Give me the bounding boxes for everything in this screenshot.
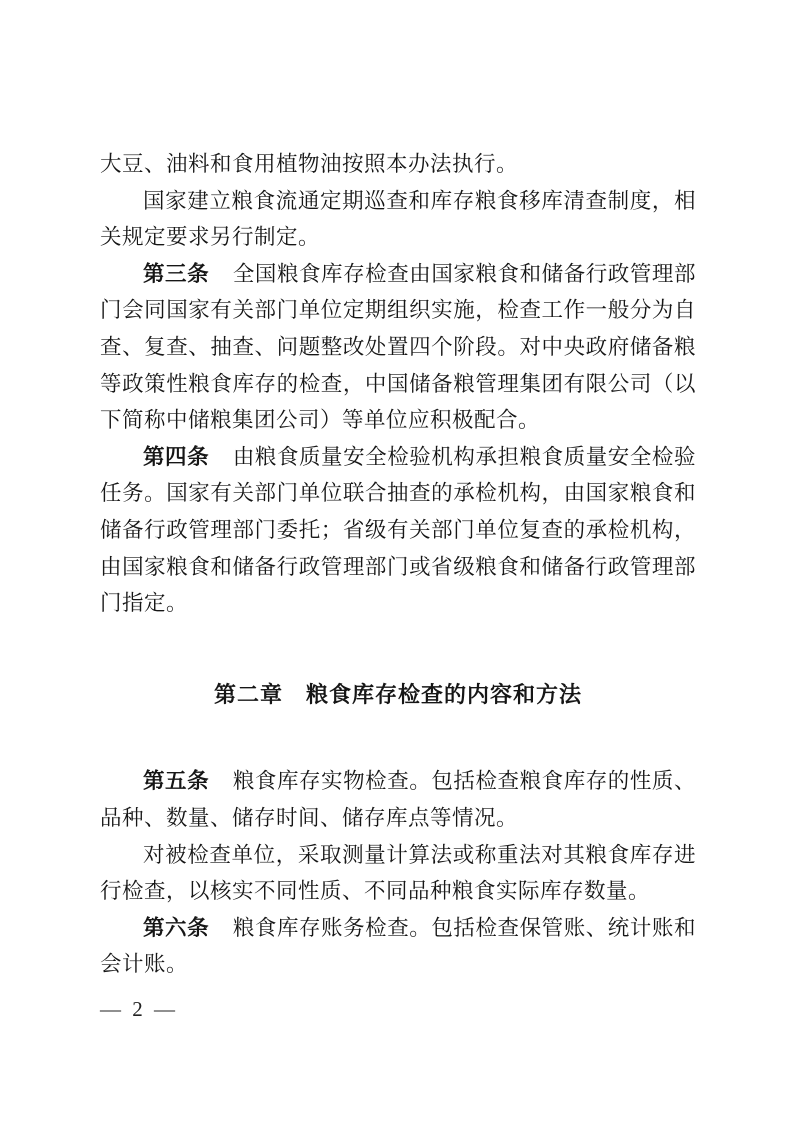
paragraph-text: 由粮食质量安全检验机构承担粮食质量安全检验任务。国家有关部门单位联合抽查的承检机构，由国家粮食和储备行政管理部门委托；省级有关部门单位复查的承检机构，由国家粮食和储备行政管理部门或省级粮食和储备行政管理部门指定。: [100, 444, 696, 616]
paragraph-text: 粮食库存实物检查。包括检查粮食库存的性质、品种、数量、储存时间、储存库点等情况。: [100, 769, 696, 830]
paragraph-article-6: [100, 910, 696, 983]
paragraph-text: 全国粮食库存检查由国家粮食和储备行政管理部门会同国家有关部门单位定期组织实施，检查工作一般分为自查、复查、抽查、问题整改处置四个阶段。对中央政府储备粮等政策性粮食库存的检查，中国储备粮管理集团有限公司（以下简称中储粮集团公司）等单位应积极配合。: [100, 261, 696, 433]
chapter-heading: 第二章 粮食库存检查的内容和方法: [213, 681, 582, 707]
article-number: 第三条: [143, 261, 210, 286]
paragraph-text: 国家建立粮食流通定期巡查和库存粮食移库清查制度，相关规定要求另行制定。: [100, 188, 696, 250]
paragraph-article-4: [100, 439, 696, 622]
paragraph: [100, 837, 696, 910]
paragraph: [100, 183, 696, 256]
paragraph-text: 粮食库存账务检查。包括检查保管账、统计账和会计账。: [100, 915, 696, 977]
paragraph-article-5: [100, 763, 696, 836]
page-number: — 2 —: [100, 997, 178, 1021]
paragraph-text: 大豆、油料和食用植物油按照本办法执行。: [100, 152, 519, 176]
paragraph-continuation: [100, 146, 696, 183]
paragraph-text: 对被检查单位，采取测量计算法或称重法对其粮食库存进行检查，以核实不同性质、不同品种粮食实际库存数量。: [100, 842, 696, 904]
article-number: 第四条: [143, 444, 210, 469]
article-number: 第六条: [143, 915, 210, 940]
paragraph-article-3: [100, 256, 696, 439]
article-number: 第五条: [143, 769, 210, 794]
document-body: [100, 146, 696, 983]
